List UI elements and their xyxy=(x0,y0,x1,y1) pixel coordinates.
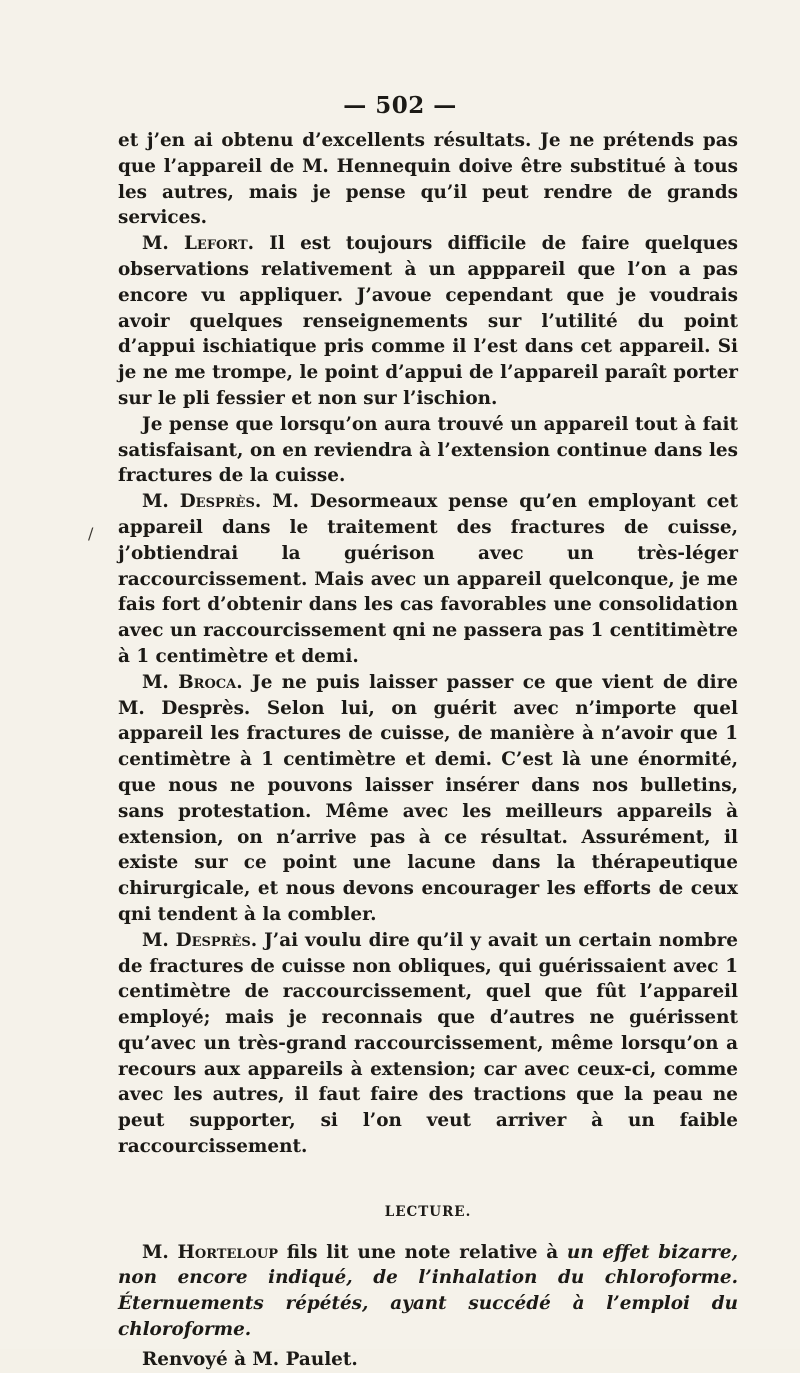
paragraph-lefort xyxy=(118,231,738,412)
paragraph-lefort-continued xyxy=(118,412,738,489)
speaker-name: M. Desprès. xyxy=(142,491,262,513)
paragraph-text: Renvoyé à M. Paulet. xyxy=(142,1348,358,1370)
page-body xyxy=(118,128,738,1373)
paragraph-text: Je ne puis laisser passer ce que vient de dire M. Desprès. Selon lui, on guérit avec n’importe quel appareil les fractures de cuisse, de manière à n’avoir que 1 centimètre à 1 centimètre et demi. C’est là une énormité, que nous ne pouvons laisser insérer dans nos bulletins, sans protestation. Même avec les meilleurs appareils à extension, on n’arrive pas à ce résultat. Assurément, il existe sur ce point une lacune dans la thérapeutique chirurgicale, et nous devons encourager les efforts de ceux qni tendent à la combler. xyxy=(118,671,739,925)
paragraph-text: M. Desormeaux pense qu’en employant cet appareil dans le traitement des fractures de cuisse, j’obtiendrai la guérison avec un très-léger raccourcissement. Mais avec un appareil quelconque, je me fais fort d’obtenir dans les cas favorables une consolidation avec un raccourcissement qni ne passera pas 1 centitimètre à 1 centimètre et demi. xyxy=(118,491,738,667)
paragraph-text: et j’en ai obtenu d’excellents résultats. Je ne prétends pas que l’appareil de M. Hennequin doive être substitué à tous les autres, mais je pense qu’il peut rendre de grands services. xyxy=(118,130,738,229)
speaker-name: M. Lefort. xyxy=(142,233,255,255)
paragraph-despres-2 xyxy=(118,928,738,1160)
speaker-name: M. Broca. xyxy=(142,671,243,693)
paragraph-continuation xyxy=(118,128,738,231)
paragraph-closing xyxy=(118,1347,738,1373)
margin-mark: / xyxy=(88,524,94,543)
paragraph-text: Il est toujours difficile de faire quelques observations relativement à un apppareil que l’on a pas encore vu appliquer. J’avoue cependant que je voudrais avoir quelques renseignements sur l’utilité du point d’appui ischiatique pris comme il l’est dans cet appareil. Si je ne me trompe, le point d’appui de l’appareil paraît porter sur le pli fessier et non sur l’ischion. xyxy=(118,233,739,409)
paragraph-italic-text: un effet bizarre, non encore indiqué, de l’inhalation du chloroforme. Éternuements répétés, ayant succédé à l’emploi du chloroforme. xyxy=(118,1241,738,1341)
paragraph-text: fils lit une note relative à xyxy=(277,1241,567,1263)
paragraph-broca xyxy=(118,670,738,928)
speaker-name: M. Desprès. xyxy=(142,929,258,951)
page-number: — 502 — xyxy=(343,92,457,119)
paragraph-text: J’ai voulu dire qu’il y avait un certain nombre de fractures de cuisse non obliques, qui guérissaient avec 1 centimètre de raccourcissement, quel que fût l’appareil employé; mais je reconnais que d’autres ne guérissent qu’avec un très-grand raccourcissement, même lorsqu’on a recours aux appareils à extension; car avec ceux-ci, comme avec les autres, il faut faire des tractions que la peau ne peut supporter, si l’on veut arriver à un faible raccourcissement. xyxy=(118,929,739,1158)
paragraph-despres-1 xyxy=(118,489,738,670)
paragraph-lecture xyxy=(118,1240,738,1343)
section-heading-lecture: LECTURE. xyxy=(384,1203,472,1220)
speaker-name: M. Horteloup xyxy=(142,1241,278,1263)
paragraph-text: Je pense que lorsqu’on aura trouvé un appareil tout à fait satisfaisant, on en reviendra à l’extension continue dans les fractures de la cuisse. xyxy=(118,413,738,487)
